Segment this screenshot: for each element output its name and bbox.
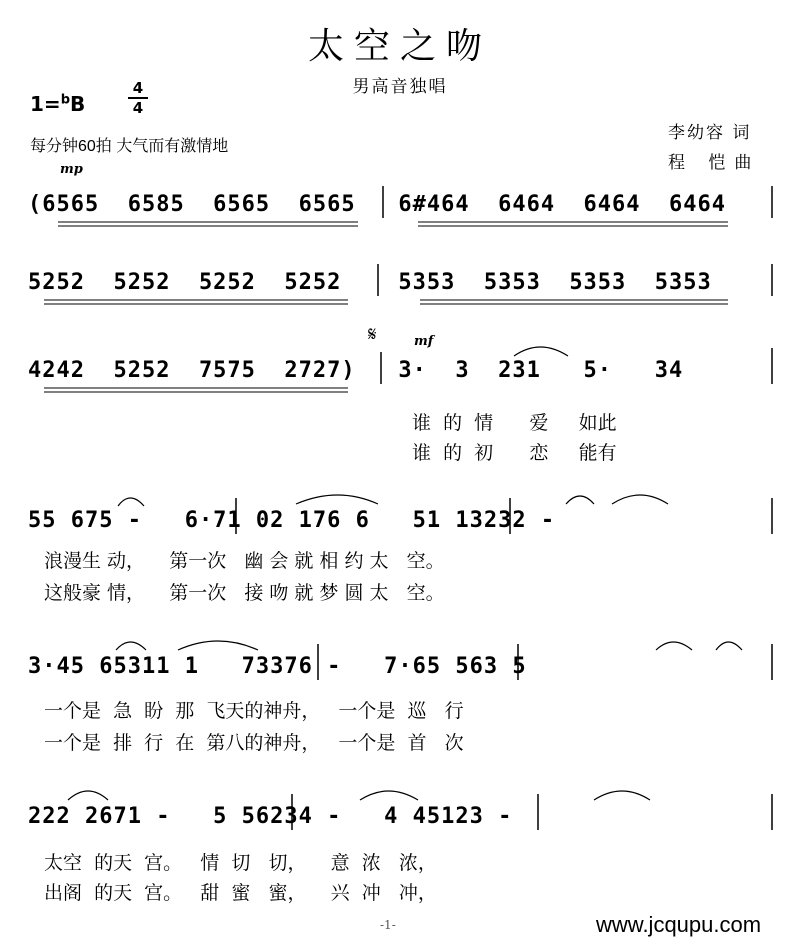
dynamic-mp: mp [60, 162, 83, 177]
lyrics-row-3-line-1: 谁 的 情 爱 如此 [412, 412, 617, 434]
barlines-row-3 [28, 344, 788, 406]
notes-row-1: (6565 6585 6565 6565 6#464 6464 6464 6464 [28, 192, 727, 217]
dynamic-mf: mf [414, 334, 434, 349]
notes-row-2: 5252 5252 5252 5252 5353 5353 5353 5353 [28, 270, 712, 295]
lyrics-row-6-line-2: 出阁 的天 宫。 甜 蜜 蜜， 兴 冲 冲， [44, 882, 437, 904]
barlines-row-6 [28, 790, 788, 852]
key-prefix: 1= [30, 92, 61, 116]
lyrics-row-3-line-2: 谁 的 初 恋 能有 [412, 442, 617, 464]
time-sig-bottom: 4 [132, 99, 144, 117]
key-signature [30, 92, 85, 116]
song-subtitle: 男高音独唱 [352, 77, 448, 97]
key-flat: b [60, 92, 70, 108]
notes-row-4: 55 675 - 6·71 02 176 6 51 13232 - [28, 508, 556, 533]
website-watermark: www.jcqupu.com [596, 912, 762, 937]
segno-sign: 𝄋 [368, 322, 377, 346]
barlines-row-5 [28, 640, 788, 702]
key-note: B [70, 92, 86, 116]
notes-row-5: 3·45 65311 1 73376 - 7·65 563 5 [28, 654, 527, 679]
barlines-row-2 [28, 256, 788, 318]
notes-row-6: 222 2671 - 5 56234 - 4 45123 - [28, 804, 513, 829]
time-signature [128, 80, 148, 116]
lyrics-row-4-line-1: 浪漫生 动， 第一次 幽 会 就 相 约 太 空。 [44, 550, 445, 572]
time-sig-top: 4 [132, 79, 144, 97]
score-row-5 [28, 640, 788, 702]
lyrics-row-5-line-2: 一个是 排 行 在 第八的神舟， 一个是 首 次 [44, 732, 464, 754]
score-row-1 [28, 178, 788, 240]
song-title: 太空之吻 [307, 26, 492, 67]
score-row-6 [28, 790, 788, 852]
composer-credit: 程 恺曲 [668, 153, 761, 173]
score-row-3 [28, 344, 788, 406]
lyrics-row-6-line-1: 太空 的天 宫。 情 切 切， 意 浓 浓， [44, 852, 437, 874]
tempo-marking: 每分钟60拍 大气而有激情地 [30, 138, 229, 155]
page-number: -1- [380, 918, 396, 932]
notes-row-3: 4242 5252 7575 2727) 3· 3 231 5· 34 [28, 358, 684, 383]
barlines-row-1 [28, 178, 788, 240]
lyricist-credit: 李幼容 词 [668, 123, 752, 143]
lyrics-row-4-line-2: 这般豪 情， 第一次 接 吻 就 梦 圆 太 空。 [44, 582, 445, 604]
lyrics-row-5-line-1: 一个是 急 盼 那 飞天的神舟， 一个是 巡 行 [44, 700, 464, 722]
score-row-2 [28, 256, 788, 318]
